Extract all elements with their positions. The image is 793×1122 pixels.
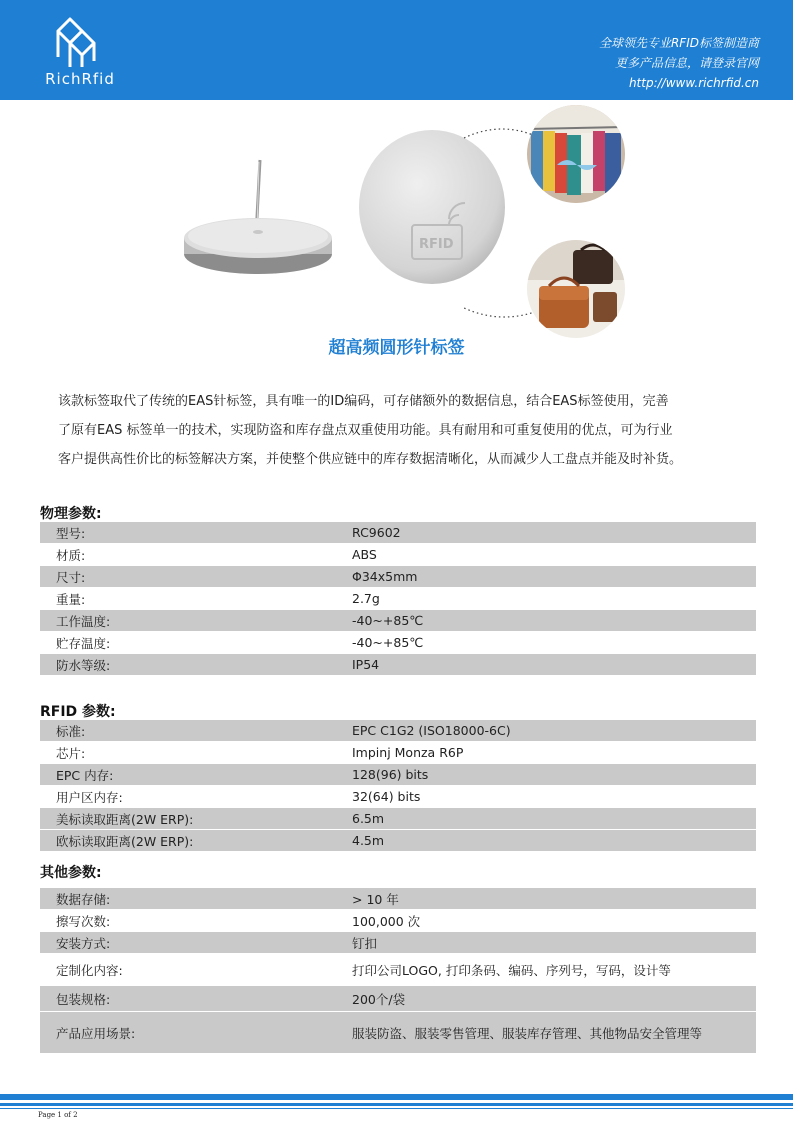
param-name: 材质: <box>56 547 86 563</box>
logo-text: RichRfid <box>45 70 115 88</box>
param-name: 尺寸: <box>56 569 86 585</box>
param-value: 服装防盗、服装零售管理、服装库存管理、其他物品安全管理等 <box>352 1025 703 1041</box>
product-title: 超高频圆形针标签 <box>328 338 465 358</box>
param-name: 数据存储: <box>56 891 111 907</box>
table-row <box>40 1012 756 1054</box>
param-name: 安装方式: <box>56 935 111 951</box>
table-row <box>40 566 756 588</box>
param-name: 贮存温度: <box>56 635 111 651</box>
table-row <box>40 720 756 742</box>
physical-params-heading: 物理参数: <box>40 506 102 522</box>
description-line: 该款标签取代了传统的EAS针标签，具有唯一的ID编码，可存储额外的数据信息，结合EAS标签使用，完善 <box>58 394 669 409</box>
footer-bar <box>0 1103 793 1106</box>
param-name: 防水等级: <box>56 657 111 673</box>
param-value: Φ34x5mm <box>352 569 418 584</box>
param-value: > 10 年 <box>352 891 399 907</box>
footer-bar <box>0 1094 793 1100</box>
param-value: EPC C1G2 (ISO18000-6C) <box>352 723 511 738</box>
param-name: 用户区内存: <box>56 789 123 805</box>
table-row <box>40 522 756 544</box>
table-row <box>40 742 756 764</box>
param-value: 200个/袋 <box>352 991 406 1007</box>
param-name: EPC 内存: <box>56 767 114 783</box>
table-row <box>40 910 756 932</box>
pin-tag-side-image <box>178 158 338 278</box>
physical-params-table <box>40 522 756 676</box>
param-name: 产品应用场景: <box>56 1025 136 1041</box>
richrfid-logo-icon <box>48 17 104 69</box>
leather-bags-photo <box>527 240 625 338</box>
param-value: RC9602 <box>352 525 401 540</box>
header-tagline <box>599 33 759 93</box>
other-params-heading: 其他参数: <box>40 865 102 881</box>
page-header <box>0 0 793 100</box>
param-name: 型号: <box>56 525 86 541</box>
param-value: ABS <box>352 547 377 562</box>
param-name: 包装规格: <box>56 991 111 1007</box>
table-row <box>40 830 756 852</box>
footer-divider <box>0 1108 793 1109</box>
param-value: 32(64) bits <box>352 789 421 804</box>
table-row <box>40 588 756 610</box>
table-row <box>40 808 756 830</box>
param-value: -40~+85℃ <box>352 635 424 650</box>
table-row <box>40 932 756 954</box>
table-row <box>40 954 756 986</box>
table-row <box>40 786 756 808</box>
param-name: 重量: <box>56 591 86 607</box>
param-name: 工作温度: <box>56 613 111 629</box>
rfid-embossed-label: RFID <box>419 237 454 252</box>
product-images <box>0 100 793 330</box>
param-name: 美标读取距离(2W ERP): <box>56 811 194 827</box>
website-link[interactable]: http://www.richrfid.cn <box>628 76 759 90</box>
rfid-params-table <box>40 720 756 852</box>
param-value: 4.5m <box>352 833 385 848</box>
param-name: 芯片: <box>56 745 86 761</box>
param-value: 100,000 次 <box>352 913 421 929</box>
param-value: 2.7g <box>352 591 380 606</box>
param-name: 擦写次数: <box>56 913 111 929</box>
param-value: IP54 <box>352 657 380 672</box>
tagline-1: 全球领先专业RFID标签制造商 <box>598 36 759 50</box>
table-row <box>40 544 756 566</box>
param-value: 钉扣 <box>352 935 378 951</box>
table-row <box>40 610 756 632</box>
tagline-2: 更多产品信息，请登录官网 <box>614 56 759 70</box>
other-params-table <box>40 888 756 1054</box>
page-number: Page 1 of 2 <box>38 1111 78 1119</box>
param-value: 128(96) bits <box>352 767 429 782</box>
product-description <box>58 387 748 474</box>
param-value: -40~+85℃ <box>352 613 424 628</box>
description-line: 了原有EAS 标签单一的技术，实现防盗和库存盘点双重使用功能。具有耐用和可重复使用的优点，可为行业 <box>58 423 673 438</box>
description-line: 客户提供高性价比的标签解决方案，并使整个供应链中的库存数据清晰化，从而减少人工盘点并能及时补货。 <box>58 452 683 467</box>
param-name: 定制化内容: <box>56 962 123 978</box>
param-value: Impinj Monza R6P <box>352 745 464 760</box>
param-name: 标准: <box>56 723 86 739</box>
table-row <box>40 888 756 910</box>
clothing-rack-photo <box>527 105 625 203</box>
table-row <box>40 764 756 786</box>
rfid-params-heading: RFID 参数: <box>40 704 116 720</box>
param-value: 6.5m <box>352 811 385 826</box>
table-row <box>40 986 756 1012</box>
param-name: 欧标读取距离(2W ERP): <box>56 833 194 849</box>
table-row <box>40 654 756 676</box>
param-value: 打印公司LOGO, 打印条码、编码、序列号，写码，设计等 <box>352 962 671 978</box>
table-row <box>40 632 756 654</box>
